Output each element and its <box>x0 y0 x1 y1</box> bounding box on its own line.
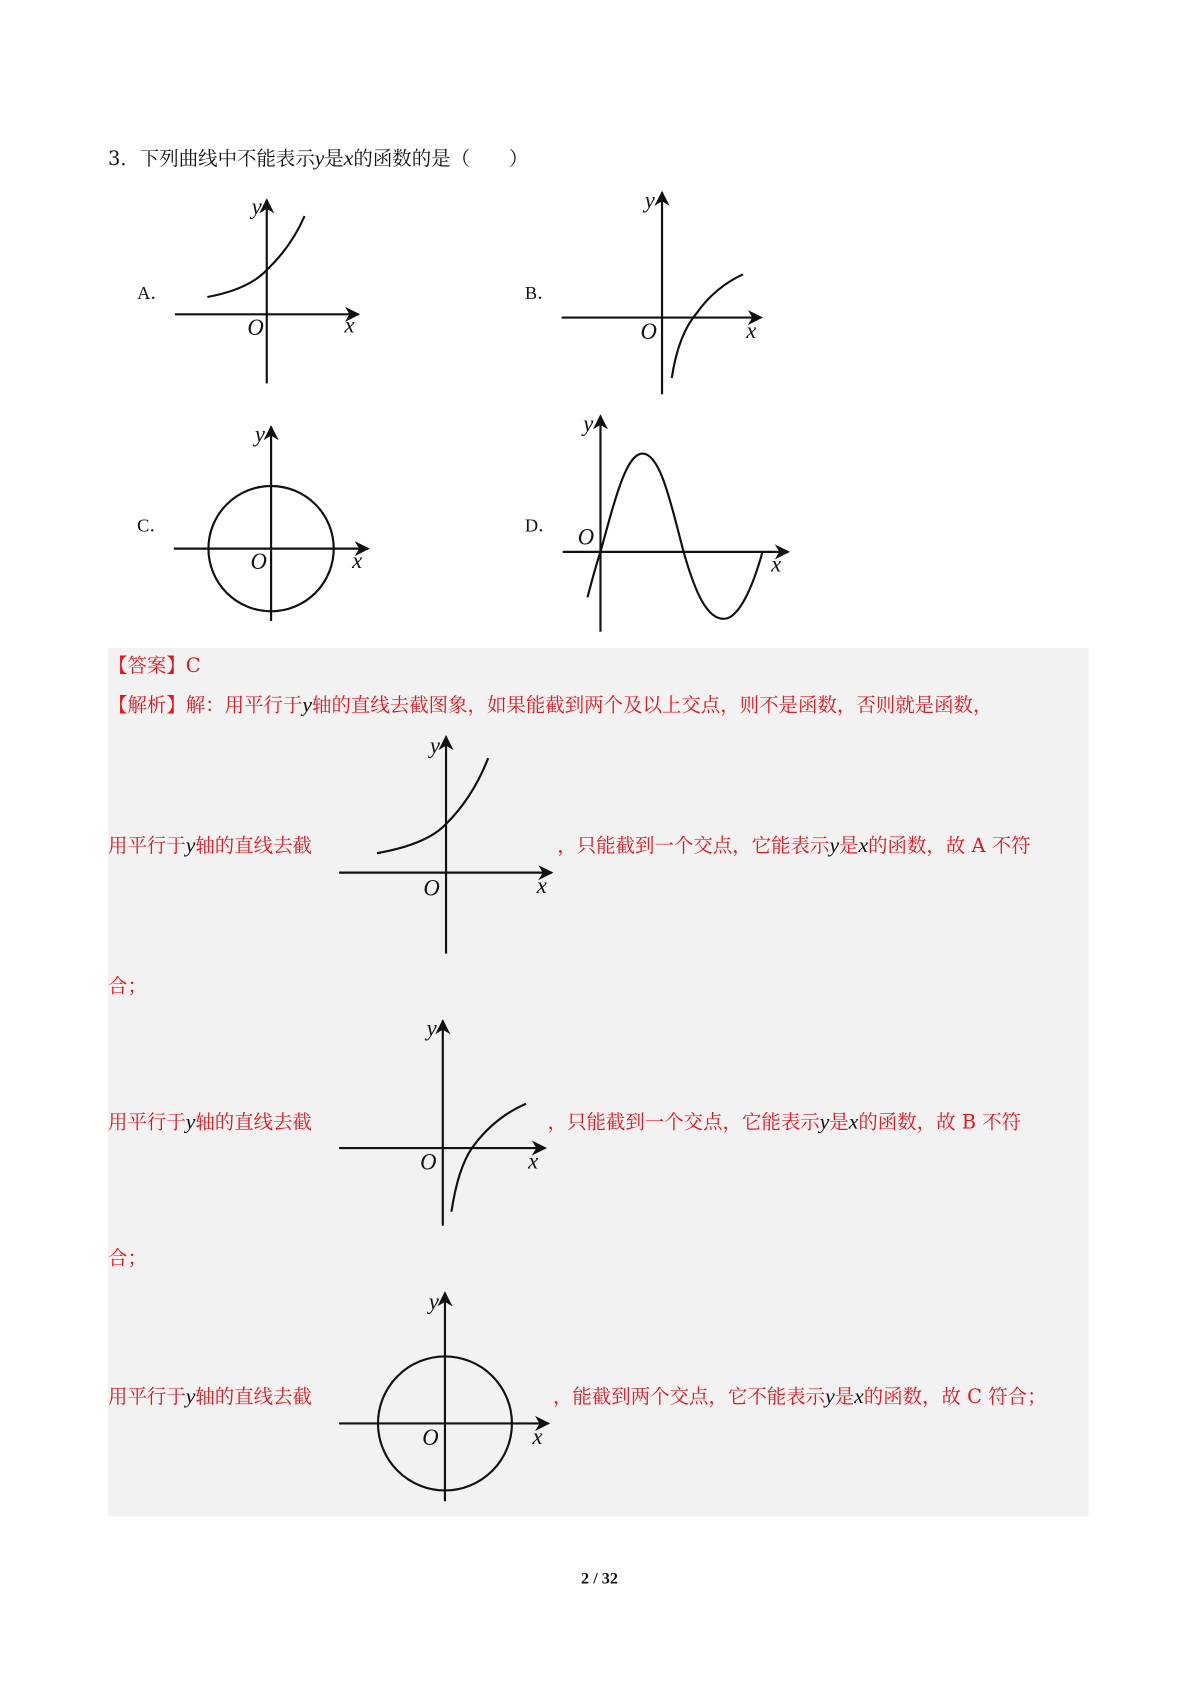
graph-b <box>562 187 762 394</box>
var-x: x <box>343 146 354 171</box>
page-number: 2 / 32 <box>581 1570 618 1588</box>
row-3-left <box>108 1381 312 1409</box>
text: 是 <box>829 1111 849 1134</box>
text: ，能截到两个交点，它不能表示 <box>552 1385 826 1409</box>
svg-text:y: y <box>428 1288 439 1314</box>
text: 的函数，故 C 符合； <box>863 1385 1047 1409</box>
svg-text:y: y <box>429 732 440 758</box>
svg-text:x: x <box>528 1148 539 1174</box>
option-d-label: D． <box>524 515 557 536</box>
analysis-graph-a <box>339 733 552 954</box>
text: 用平行于 <box>108 1111 186 1134</box>
analysis-label: 【解析】 <box>108 694 186 718</box>
var-y: y <box>302 693 313 718</box>
text: 用平行于 <box>108 834 186 858</box>
option-a-label: A． <box>137 282 169 304</box>
exponential-curve <box>207 216 304 297</box>
row-2-left <box>108 1107 312 1135</box>
svg-text:y: y <box>644 187 655 213</box>
row-2-wrap: 合； <box>108 1247 147 1271</box>
var-y: y <box>185 833 196 858</box>
answer-value: C <box>185 654 201 678</box>
text: 的函数，故 B 不符 <box>858 1111 1022 1134</box>
text: 是 <box>839 834 859 858</box>
log-curve <box>672 274 743 378</box>
sine-curve <box>588 454 763 619</box>
var-x: x <box>858 833 869 858</box>
svg-text:x: x <box>344 312 355 338</box>
analysis-graph-b <box>339 1016 545 1226</box>
question-part: 下列曲线中不能表示 <box>139 147 315 171</box>
svg-text:x: x <box>536 873 547 899</box>
graph-d <box>563 411 789 632</box>
var-x: x <box>854 1384 864 1409</box>
graph-a <box>175 194 359 384</box>
graph-c <box>174 422 368 621</box>
question-part: 是 <box>324 147 344 171</box>
row-3-right <box>553 1381 1047 1409</box>
text: 轴的直线去截 <box>195 834 313 858</box>
row-2-right <box>548 1107 1022 1135</box>
svg-text:O: O <box>422 1425 439 1451</box>
svg-text:O: O <box>250 549 267 575</box>
svg-text:x: x <box>352 548 363 574</box>
svg-text:O: O <box>577 524 595 550</box>
row-1-left <box>108 831 312 859</box>
question-number: 3． <box>108 147 140 171</box>
svg-text:y: y <box>583 410 594 436</box>
analysis-graph-c <box>339 1289 549 1501</box>
text: ，只能截到一个交点，它能表示 <box>557 834 830 858</box>
text: 的函数，故 A 不符 <box>868 834 1031 858</box>
svg-text:x: x <box>771 551 782 577</box>
var-y: y <box>185 1110 196 1134</box>
answer-label: 【答案】 <box>108 654 186 678</box>
svg-text:O: O <box>640 319 657 345</box>
svg-text:x: x <box>532 1423 543 1449</box>
row-1-wrap: 合； <box>108 975 147 998</box>
text: 轴的直线去截 <box>195 1111 313 1134</box>
option-b-label: B． <box>524 282 556 304</box>
text: 轴的直线去截图象，如果能截到两个及以上交点，则不是函数，否则就是函数， <box>312 694 993 718</box>
svg-text:x: x <box>746 318 757 344</box>
row-1-right <box>557 831 1030 859</box>
question-part: 的函数的是（ ） <box>353 147 529 171</box>
svg-text:O: O <box>423 875 440 901</box>
var-y: y <box>825 1384 835 1409</box>
svg-text:y: y <box>254 421 265 447</box>
text: 是 <box>834 1385 855 1409</box>
var-y: y <box>819 1110 830 1134</box>
svg-text:y: y <box>426 1015 437 1041</box>
var-x: x <box>848 1110 859 1134</box>
text: 轴的直线去截 <box>195 1385 313 1409</box>
text: 用平行于 <box>108 1385 186 1409</box>
var-y: y <box>314 146 325 171</box>
svg-text:y: y <box>251 193 262 219</box>
svg-text:O: O <box>420 1149 437 1175</box>
answer-line <box>108 650 201 678</box>
svg-text:O: O <box>247 314 264 340</box>
var-y: y <box>185 1384 196 1409</box>
text: 解：用平行于 <box>185 694 303 718</box>
option-c-label: C． <box>137 515 168 536</box>
text: ，只能截到一个交点，它能表示 <box>547 1111 820 1134</box>
var-y: y <box>829 833 840 858</box>
analysis-intro <box>108 690 992 718</box>
